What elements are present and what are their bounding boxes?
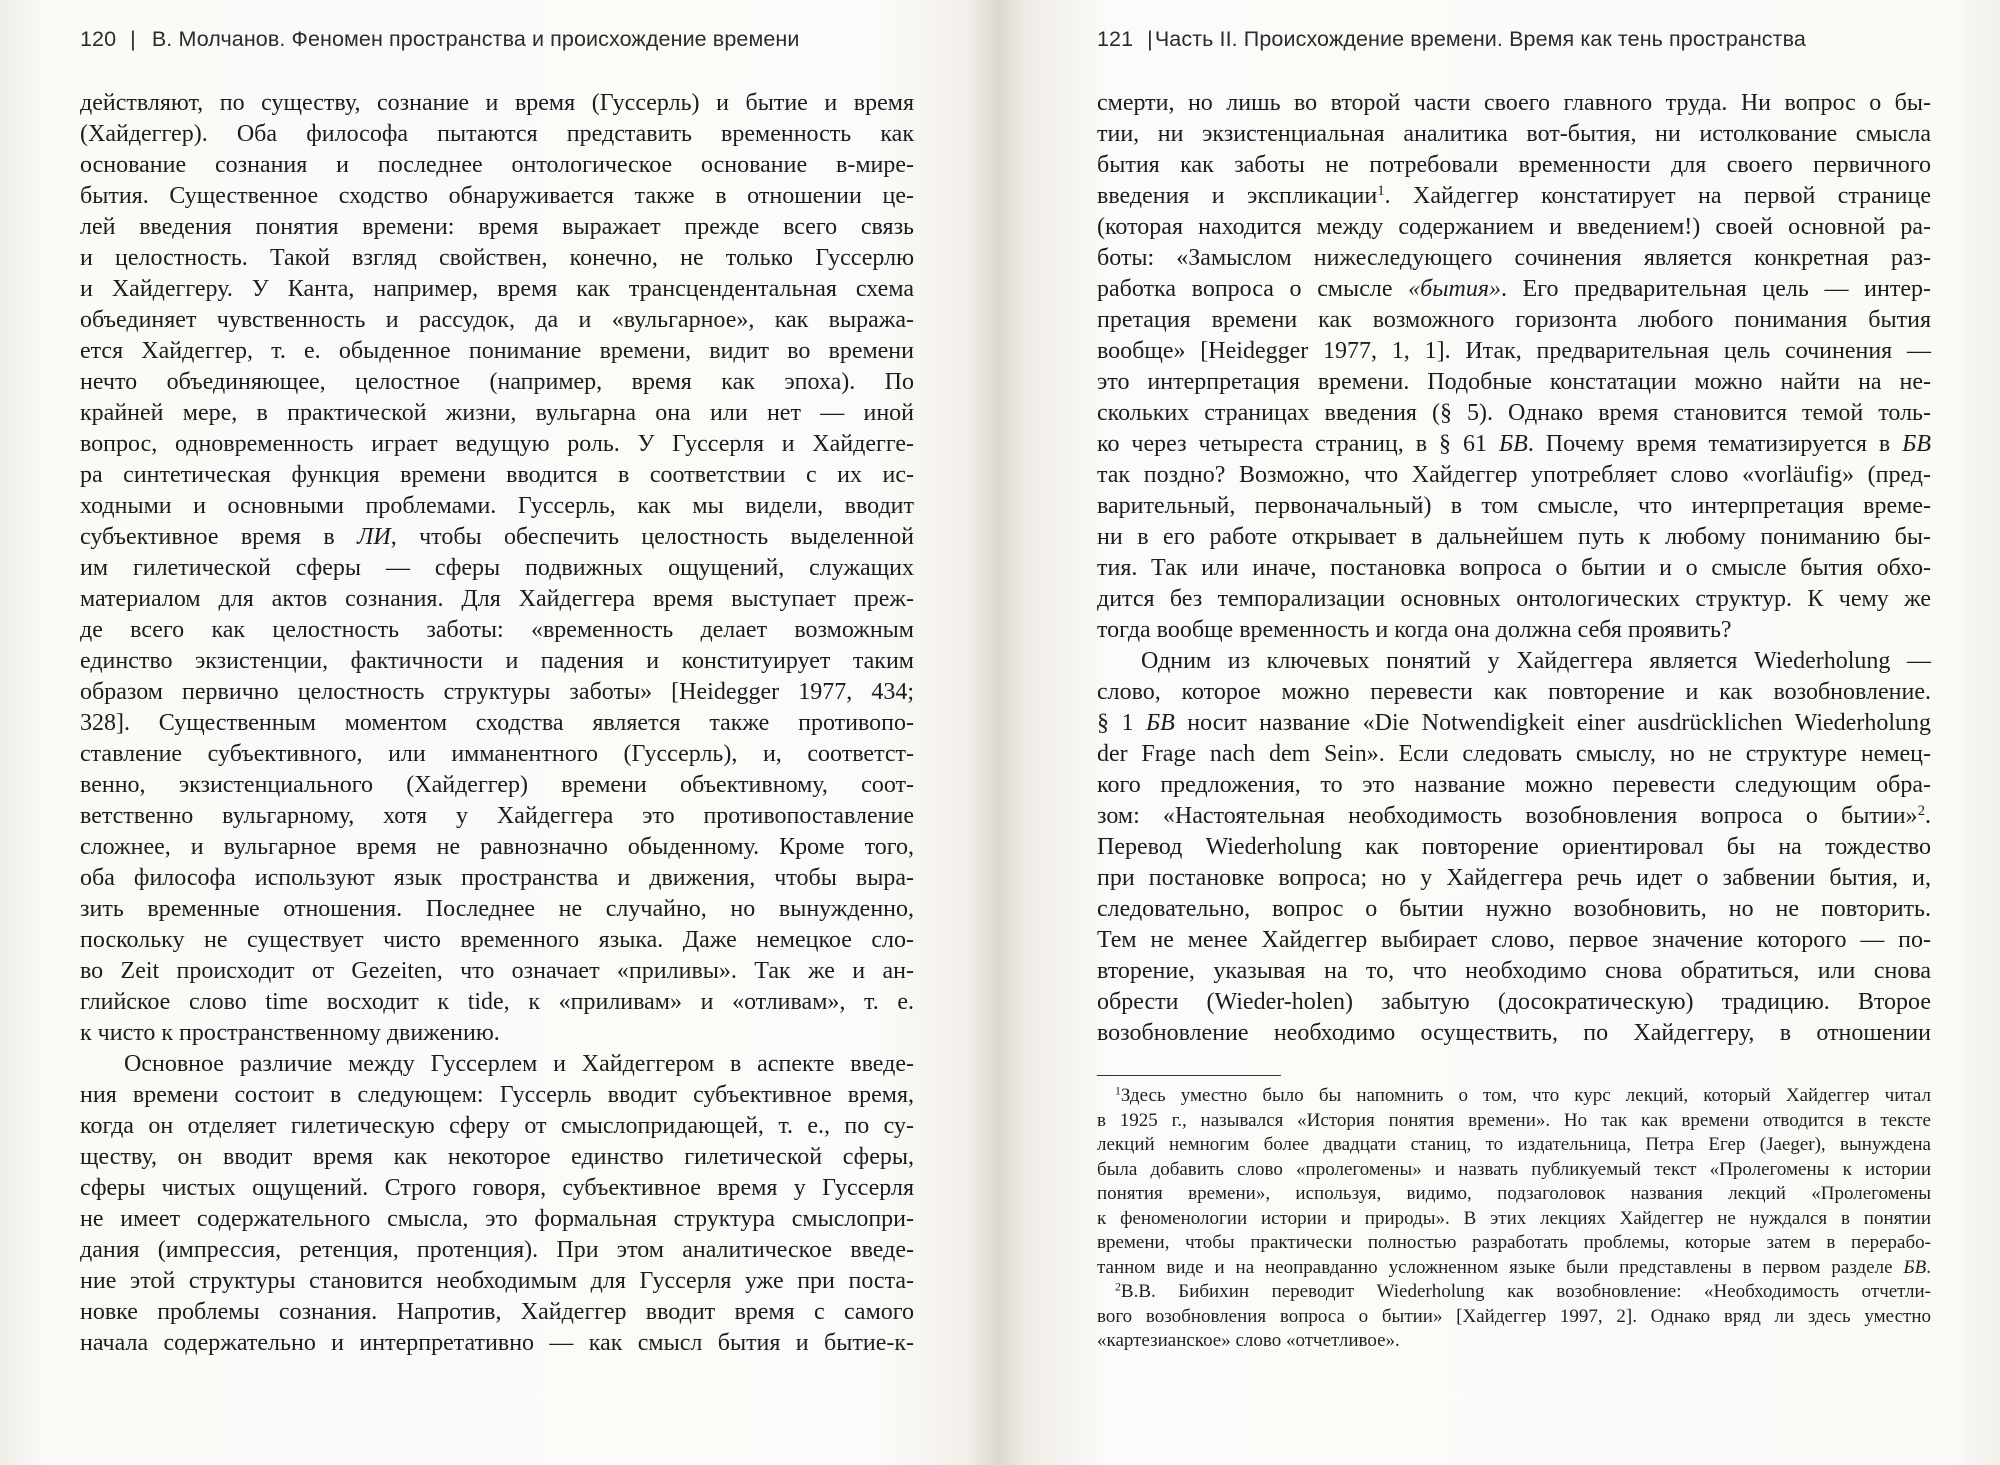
text-line: им гилетической сферы — сферы подвижных ощущений, служащих xyxy=(80,555,914,581)
text-line: ществу, он вводит время как некоторое единство гилетической сферы, xyxy=(80,1144,914,1170)
text-line xyxy=(1097,274,1931,305)
footnote-marker: 2 xyxy=(1917,802,1925,819)
text-line: действляют, по существу, сознание и время (Гуссерль) и бытие и время xyxy=(80,90,914,116)
text-line: ставление субъективного, или имманентного (Гуссерль), и, соответст- xyxy=(80,741,914,767)
paragraph xyxy=(1097,646,1931,1049)
text-line: основание сознания и последнее онтологическое основание в-мире- xyxy=(80,152,914,178)
text-line: зить временные отношения. Последнее не случайно, но вынужденно, xyxy=(80,896,914,922)
text-line: новке проблемы сознания. Напротив, Хайдеггер вводит время с самого xyxy=(80,1299,914,1325)
text-line: не имеет содержательного смысла, это формальная структура смыслопри- xyxy=(80,1206,914,1232)
text-run: . xyxy=(1925,803,1931,829)
text-line: единство экзистенции, фактичности и падения и конституирует таким xyxy=(80,648,914,674)
text-line: объединяет чувственность и рассудок, да и «вульгарное», как выража- xyxy=(80,307,914,333)
text-line: де всего как целостность заботы: «временность делает возможным xyxy=(80,617,914,643)
text-line: начала содержательно и интерпретативно — как смысл бытия и бытие-к- xyxy=(80,1330,914,1356)
text-line: возобновление необходимо осуществить, по Хайдеггеру, в отношении xyxy=(1097,1020,1931,1046)
footnote xyxy=(1097,1280,1931,1354)
text-run: В.В. Бибихин переводит Wiederholung как возобновление: «Необходимость отчетли- xyxy=(1120,1281,1931,1302)
text-line: ходными и основными проблемами. Гуссерль, как мы видели, вводит xyxy=(80,493,914,519)
text-line: боты: «Замыслом нижеследующего сочинения является конкретная раз- xyxy=(1097,245,1931,271)
text-line: обрести (Wieder-holen) забытую (досократическую) традицию. Второе xyxy=(1097,989,1931,1015)
footnote-marker: 1 xyxy=(1377,182,1385,199)
text-line xyxy=(80,522,914,553)
text-line: и целостность. Такой взгляд свойствен, конечно, не только Гуссерлю xyxy=(80,245,914,271)
text-line: тогда вообще временность и когда она должна себя проявить? xyxy=(1097,617,1732,643)
text-line: ни в его работе открывает в дальнейшем путь к любому пониманию бы- xyxy=(1097,524,1931,550)
footnote xyxy=(1097,1084,1931,1280)
text-line xyxy=(1097,1256,1931,1281)
header-separator: | xyxy=(130,27,136,51)
text-line: лей введения понятия времени: время выражает прежде всего связь xyxy=(80,214,914,240)
text-run: работка вопроса о смысле xyxy=(1097,276,1409,302)
text-line: оба философа используют язык пространства и движения, чтобы выра- xyxy=(80,865,914,891)
text-line: ется Хайдеггер, т. е. обыденное понимание времени, видит во времени xyxy=(80,338,914,364)
text-line: Перевод Wiederholung как повторение ориентировал бы на тождество xyxy=(1097,834,1931,860)
text-line: (Хайдеггер). Оба философа пытаются представить временность как xyxy=(80,121,914,147)
text-line: при постановке вопроса; но у Хайдеггера речь идет о забвении бытия, и, xyxy=(1097,865,1931,891)
text-run: . Почему время тематизируется в xyxy=(1527,431,1903,457)
text-run: . Его предварительная цель — интер- xyxy=(1500,276,1931,302)
running-title: В. Молчанов. Феномен пространства и происхождение времени xyxy=(151,27,800,51)
text-line: глийское слово time восходит к tide, к «приливам» и «отливам», т. е. xyxy=(80,989,914,1015)
text-line: бытия. Существенное сходство обнаруживается также в отношении це- xyxy=(80,183,914,209)
page-number: 121 xyxy=(1097,27,1134,51)
text-line: вого возобновления вопроса о бытии» [Хайдеггер 1997, 2]. Однако вряд ли здесь уместно xyxy=(1097,1305,1931,1327)
text-line: во Zeit происходит от Gezeiten, что означает «приливы». Так же и ан- xyxy=(80,958,914,984)
text-line xyxy=(1097,429,1931,460)
text-line: вообще» [Heidegger 1977, 1, 1]. Итак, предварительная цель сочинения — xyxy=(1097,338,1931,364)
paragraph xyxy=(80,1049,914,1359)
text-line: была добавить слово «пролегомены» и назвать публикуемый текст «Пролегомены к истории xyxy=(1097,1158,1931,1180)
text-line: когда он отделяет гилетическую сферу от смыслопридающей, т. е., по су- xyxy=(80,1113,914,1139)
italic-text: ЛИ xyxy=(357,524,391,550)
italic-text: БВ xyxy=(1902,431,1931,457)
body-text xyxy=(1097,88,1931,1354)
italic-text: «бытия» xyxy=(1408,276,1501,302)
text-line: венно, экзистенциального (Хайдеггер) времени объективному, соот- xyxy=(80,772,914,798)
text-line: следовательно, вопрос о бытии нужно возобновить, но не повторить. xyxy=(1097,896,1931,922)
text-line: лекций немногим более двадцати станиц, то издательница, Петра Егер (Jaeger), вынуждена xyxy=(1097,1134,1931,1155)
text-line: ветственно вульгарному, хотя у Хайдеггера это противопоставление xyxy=(80,803,914,829)
text-line: ние этой структуры становится необходимым для Гуссерля уже при поста- xyxy=(80,1268,914,1294)
italic-text: БВ xyxy=(1145,710,1175,736)
text-line: к феноменологии истории и природы». В этих лекциях Хайдеггер не нуждался в понятии xyxy=(1097,1207,1931,1229)
text-line: тии, ни экзистенциальная аналитика вот-бытия, ни истолкование смысла xyxy=(1097,121,1931,147)
text-run: зом: «Настоятельная необходимость возобновления вопроса о бытии» xyxy=(1097,803,1918,829)
footnotes xyxy=(1097,1084,1931,1354)
text-line: der Frage nach dem Sein». Если следовать смыслу, но не структуре немец- xyxy=(1097,741,1931,767)
text-run: . Хайдеггер констатирует на первой странице xyxy=(1384,183,1932,209)
text-line: Основное различие между Гуссерлем и Хайдеггером в аспекте введе- xyxy=(124,1051,914,1077)
text-line xyxy=(1097,801,1931,832)
text-line xyxy=(1097,708,1931,739)
text-line: нечто объединяющее, целостное (например, время как эпоха). По xyxy=(80,369,914,395)
text-line: вопрос, одновременность играет ведущую роль. У Гуссерля и Хайдегге- xyxy=(80,431,914,457)
text-line: дится без темпорализации основных онтологических структур. К чему же xyxy=(1097,586,1931,612)
text-run: , чтобы обеспечить целостность выделенной xyxy=(390,524,914,550)
text-line: это интерпретация времени. Подобные констатации можно найти на не- xyxy=(1097,369,1931,395)
text-line: так поздно? Возможно, что Хайдеггер употребляет слово «vorläufig» (пред- xyxy=(1097,462,1931,488)
text-run: ко через четыреста страниц, в § 61 xyxy=(1097,431,1499,457)
text-line: образом первично целостность структуры заботы» [Heidegger 1977, 434; xyxy=(80,679,914,705)
text-run: введения и экспликации xyxy=(1097,183,1378,209)
header-separator: | xyxy=(1147,27,1153,51)
text-line: 328]. Существенным моментом сходства является также противопо- xyxy=(80,710,914,736)
running-header xyxy=(80,22,799,56)
text-line: к чисто к пространственному движению. xyxy=(80,1020,500,1046)
text-line: крайней мере, в практической жизни, вульгарна она или нет — иной xyxy=(80,400,914,426)
text-run: субъективное время в xyxy=(80,524,358,550)
body-text xyxy=(80,88,914,1359)
text-line: вторение, указывая на то, что необходимо снова обратиться, или снова xyxy=(1097,958,1931,984)
text-line: тия. Так или иначе, постановка вопроса о бытии и о смысле бытия обхо- xyxy=(1097,555,1931,581)
text-line: варительный, первоначальный) в том смысле, что интерпретация време- xyxy=(1097,493,1931,519)
text-line: сферы чистых ощущений. Строго говоря, субъективное время у Гуссерля xyxy=(80,1175,914,1201)
text-line: ра синтетическая функция времени вводится в соответствии с их ис- xyxy=(80,462,914,488)
text-run: носит название «Die Notwendigkeit einer ausdrücklichen Wiederholung xyxy=(1174,710,1931,736)
text-line: дания (импрессия, ретенция, протенция). При этом аналитическое введе- xyxy=(80,1237,914,1263)
text-line: сложнее, и вульгарное время не равнозначно обыденному. Кроме того, xyxy=(80,834,914,860)
text-line xyxy=(1097,1084,1931,1109)
text-line: и Хайдеггеру. У Канта, например, время как трансцендентальная схема xyxy=(80,276,914,302)
text-line: времени, чтобы практически полностью разработать проблемы, которые затем в перерабо- xyxy=(1097,1232,1931,1253)
footnote-marker: 2 xyxy=(1115,1280,1121,1294)
text-line: кого предложения, то это название можно перевести следующим обра- xyxy=(1097,772,1931,798)
text-run: танном виде и на неоправданно усложненном языке были представлены в первом разделе xyxy=(1097,1256,1904,1278)
text-line: слово, которое можно перевести как повторение и как возобновление. xyxy=(1097,679,1931,705)
text-line: материалом для актов сознания. Для Хайдеггера время выступает преж- xyxy=(80,586,914,612)
text-line: бытия как заботы не потребовали временности для своего первичного xyxy=(1097,152,1931,178)
text-line: Одним из ключевых понятий у Хайдеггера является Wiederholung — xyxy=(1141,648,1931,674)
text-line: (которая находится между содержанием и введением!) своей основной ра- xyxy=(1097,214,1931,240)
text-line: понятия времени», используя, видимо, подзаголовок названия лекций «Пролегомены xyxy=(1097,1183,1931,1204)
paragraph xyxy=(80,88,914,1049)
footnote-rule xyxy=(1097,1075,1281,1076)
text-line: скольких страницах введения (§ 5). Однако время становится темой толь- xyxy=(1097,400,1931,426)
footnote-marker: 1 xyxy=(1115,1084,1121,1098)
page-number: 120 xyxy=(80,27,117,51)
text-line: «картезианское» слово «отчетливое». xyxy=(1097,1330,1400,1351)
text-run: Здесь уместно было бы напомнить о том, что курс лекций, который Хайдеггер читал xyxy=(1120,1085,1931,1106)
paragraph xyxy=(1097,88,1931,646)
right-page xyxy=(1000,0,2000,1465)
text-line xyxy=(1097,181,1931,212)
italic-text: БВ xyxy=(1498,431,1528,457)
text-line: смерти, но лишь во второй части своего главного труда. Ни вопрос о бы- xyxy=(1097,90,1931,116)
text-line: ния времени состоит в следующем: Гуссерль вводит субъективное время, xyxy=(80,1082,914,1108)
text-line xyxy=(1097,1280,1931,1305)
text-line: поскольку не существует чисто временного языка. Даже немецкое сло- xyxy=(80,927,914,953)
text-line: претация времени как возможного горизонта любого понимания бытия xyxy=(1097,307,1931,333)
text-line: в 1925 г., назывался «История понятия времени». Но так как времени отводится в тексте xyxy=(1097,1109,1931,1131)
text-run: . xyxy=(1926,1256,1931,1278)
text-line: Тем не менее Хайдеггер выбирает слово, первое значение которого — по- xyxy=(1097,927,1931,953)
text-run: § 1 xyxy=(1097,710,1146,736)
running-header xyxy=(1097,22,1806,56)
running-title: Часть II. Происхождение времени. Время как тень пространства xyxy=(1154,27,1806,51)
italic-text: БВ xyxy=(1903,1256,1927,1278)
